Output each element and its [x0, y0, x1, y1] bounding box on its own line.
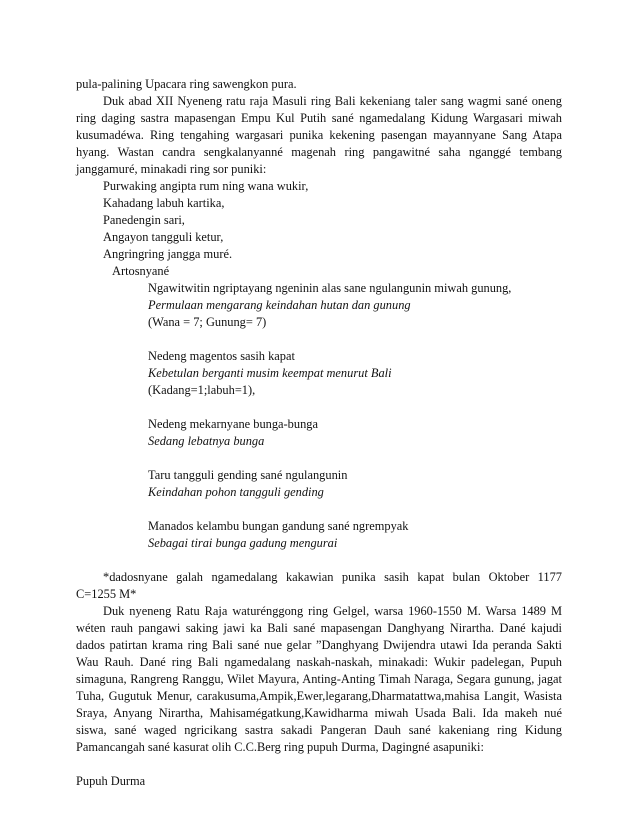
spacer — [148, 501, 562, 518]
section-heading: Pupuh Durma — [76, 774, 146, 788]
poem-line: Kahadang labuh kartika, — [103, 196, 225, 210]
poem-line: Purwaking angipta rum ning wana wukir, — [103, 179, 309, 193]
document-page — [76, 76, 562, 790]
translation-indo: Kebetulan berganti musim keempat menurut Bali — [148, 366, 392, 380]
translation-bali: Nedeng mekarnyane bunga-bunga — [148, 417, 318, 431]
translation-indo: Permulaan mengarang keindahan hutan dan gunung — [148, 298, 411, 312]
translation-indo: Sebagai tirai bunga gadung mengurai — [148, 536, 338, 550]
poem-line: Angringring jangga muré. — [103, 247, 233, 261]
footnote-line: C=1255 M* — [76, 587, 137, 601]
spacer — [148, 450, 562, 467]
translation-block — [76, 280, 562, 552]
spacer — [148, 331, 562, 348]
spacer — [76, 552, 562, 569]
translation-note: (Wana = 7; Gunung= 7) — [148, 315, 267, 329]
intro-line: pula-palining Upacara ring sawengkon pura. — [76, 77, 297, 91]
footnote-line: *dadosnyane galah ngamedalang kakawian punika sasih kapat bulan Oktober 1177 — [103, 570, 562, 584]
translation-bali: Ngawitwitin ngriptayang ngeninin alas sane ngulangunin miwah gunung, — [148, 281, 512, 295]
poem-line: Panedengin sari, — [103, 213, 185, 227]
paragraph-danghyang-nirartha: Duk nyeneng Ratu Raja waturénggong ring Gelgel, warsa 1960-1550 M. Warsa 1489 M wéten rauh pangawi saking jawi ka Bali sané mapasengan Danghyang Nirartha. Dané kajudi dados patirtan krama ring Bali sané nue gelar ”Danghyang Dwijendra utawi Ida peranda Sakti Wau Rauh. Dané ring Bali ngamedalang naskah-naskah, minakadi: Wukir padelegan, Pupuh simaguna, Rangreng Ranggu, Wilet Mayura, Anting-Anting Timah Naraga, Segara gunung, jagat Tuha, Gugutuk Menur, carakusuma,Ampik,Ewer,legarang,Dharmatattwa,mahisa Langit, Wasista Sraya, Anyang Nirartha, Mahisamégatkung,Kawidharma miwah Usada Bali. Ida makeh nué siswa, sané waged ngricikang sastra sakadi Pangeran Dauh sané kakeniang ring Kidung Pamancangah sané kasurat olih C.C.Berg ring pupuh Durma, Dagingné asapuniki: — [76, 604, 562, 754]
artosnyane-label: Artosnyané — [112, 264, 170, 278]
translation-bali: Nedeng magentos sasih kapat — [148, 349, 295, 363]
translation-bali: Manados kelambu bungan gandung sané ngrempyak — [148, 519, 409, 533]
translation-note: (Kadang=1;labuh=1), — [148, 383, 256, 397]
poem-line: Angayon tangguli ketur, — [103, 230, 224, 244]
paragraph-empu-kul-putih: Duk abad XII Nyeneng ratu raja Masuli ring Bali kekeniang taler sang wagmi sané oneng ring daging sastra mapasengan Empu Kul Putih sané ngamedalang Kidung Wargasari miwah kusumadéwa. Ring tengahing wargasari punika kekening pasengan mayannyane Sang Atapa hyang. Wastan candra sengkalanyanné magenah ring pangawitné saha nganggé tembang janggamuré, minakadi ring sor puniki: — [76, 94, 562, 176]
spacer — [148, 399, 562, 416]
poem-block — [76, 178, 562, 263]
translation-bali: Taru tangguli gending sané ngulangunin — [148, 468, 348, 482]
translation-indo: Sedang lebatnya bunga — [148, 434, 265, 448]
translation-indo: Keindahan pohon tangguli gending — [148, 485, 324, 499]
